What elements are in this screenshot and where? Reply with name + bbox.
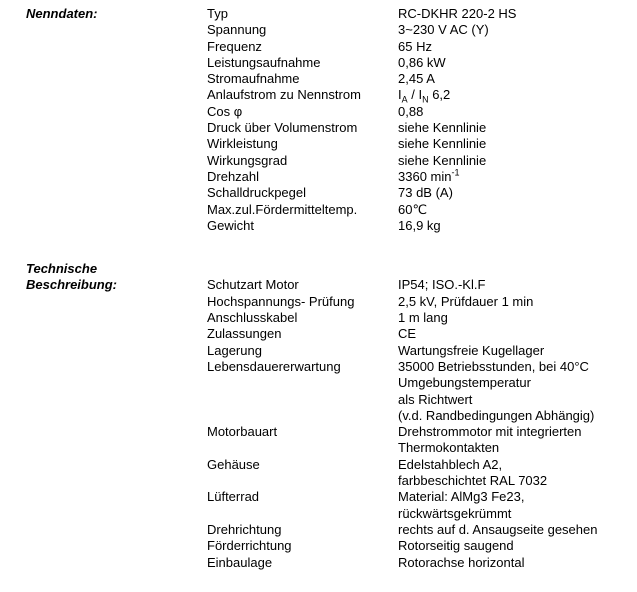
spec-value	[398, 153, 637, 169]
spec-value-line: Edelstahblech A2,	[398, 456, 503, 472]
spec-row	[207, 6, 637, 22]
value-text: 6,2	[428, 87, 451, 103]
spec-value	[398, 39, 637, 55]
spec-attr-label: Schutzart Motor	[207, 277, 299, 293]
spec-value-line: 2,5 kV, Prüfdauer 1 min	[398, 293, 534, 309]
spec-value-line: siehe Kennlinie	[398, 120, 487, 136]
spec-value-line: 2,45 A	[398, 71, 435, 87]
spec-attr-label: Lüfterrad	[207, 489, 260, 505]
spec-row	[207, 153, 637, 169]
spec-row	[207, 343, 637, 359]
spec-value-line: Wartungsfreie Kugellager	[398, 342, 545, 358]
spec-value-line: farbbeschichtet RAL 7032	[398, 473, 548, 489]
spec-value	[398, 310, 637, 326]
spec-attr-label: Gewicht	[207, 217, 254, 233]
spec-value	[398, 120, 637, 136]
superscript-text: -1	[451, 167, 460, 178]
spec-value	[398, 457, 637, 490]
spec-value-line: als Richtwert	[398, 391, 473, 407]
spec-value-line: Umgebungstemperatur	[398, 375, 531, 391]
spec-row	[207, 489, 637, 522]
spec-value	[398, 185, 637, 201]
spec-value-line: Thermokontakten	[398, 440, 500, 456]
spec-attr-label: Förderrichtung	[207, 538, 292, 554]
spec-attr-label: Wirkungsgrad	[207, 152, 288, 168]
spec-value-line: 3~230 V AC (Y)	[398, 22, 489, 38]
spec-value-line: Rotorseitig saugend	[398, 538, 514, 554]
spec-attr-label: Hochspannungs- Prüfung	[207, 293, 355, 309]
spec-value-line: siehe Kennlinie	[398, 136, 487, 152]
spec-attr-label: Drehzahl	[207, 168, 260, 184]
spec-value	[398, 55, 637, 71]
spec-row	[207, 294, 637, 310]
spec-value-line: 35000 Betriebsstunden, bei 40°C	[398, 358, 589, 374]
spec-value-line: rückwärtsgekrümmt	[398, 505, 512, 521]
spec-row	[207, 359, 637, 424]
spec-value-line: siehe Kennlinie	[398, 152, 487, 168]
spec-row	[207, 555, 637, 571]
spec-attr-label: Spannung	[207, 22, 267, 38]
value-text: I	[398, 87, 402, 103]
spec-value	[398, 136, 637, 152]
section-label-line: Nenndaten:	[26, 6, 98, 21]
spec-row	[207, 538, 637, 554]
spec-attr-label: Typ	[207, 6, 228, 21]
spec-row	[207, 310, 637, 326]
spec-attr-label: Anlaufstrom zu Nennstrom	[207, 87, 361, 103]
value-text: 3360 min	[398, 168, 452, 184]
spec-value-line: Material: AlMg3 Fe23,	[398, 489, 525, 505]
spec-value-line: CE	[398, 326, 417, 342]
spec-value	[398, 424, 637, 457]
spec-value-line: 1 m lang	[398, 310, 448, 326]
spec-value	[398, 277, 637, 293]
section-label-line: Beschreibung:	[26, 277, 118, 293]
spec-value	[398, 555, 637, 571]
spec-value-line: Drehstrommotor mit integrierten	[398, 424, 582, 440]
spec-value	[398, 294, 637, 310]
spec-attr-label: Druck über Volumenstrom	[207, 120, 358, 136]
spec-value-line: rechts auf d. Ansaugseite gesehen	[398, 521, 598, 537]
spec-attr-label: Anschlusskabel	[207, 310, 298, 326]
spec-value-line: Rotorachse horizontal	[398, 554, 525, 570]
section-label-technische-beschreibung	[26, 261, 207, 294]
spec-value	[398, 87, 637, 106]
spec-value	[398, 169, 637, 185]
subscript-text: N	[422, 95, 429, 106]
spec-value-line: RC-DKHR 220-2 HS	[398, 6, 517, 21]
spec-value	[398, 326, 637, 342]
spec-attr-label: Gehäuse	[207, 456, 260, 472]
spec-row	[207, 104, 637, 120]
spec-row	[207, 120, 637, 136]
spec-attr-label: Max.zul.Fördermitteltemp.	[207, 201, 358, 217]
spec-value	[398, 359, 637, 424]
spec-value	[398, 104, 637, 120]
spec-value-line: IP54; ISO.-Kl.F	[398, 277, 486, 293]
spec-row	[207, 87, 637, 106]
spec-row	[207, 457, 637, 490]
spec-value-line: 16,9 kg	[398, 217, 441, 233]
value-text: / I	[407, 87, 423, 103]
spec-value	[398, 218, 637, 234]
spec-row	[207, 522, 637, 538]
spec-attr-label: Cos φ	[207, 103, 243, 119]
spec-attr-label: Frequenz	[207, 38, 262, 54]
spec-row	[207, 55, 637, 71]
spec-value	[398, 6, 637, 22]
spec-row	[207, 136, 637, 152]
spec-row	[207, 22, 637, 38]
spec-row	[207, 169, 637, 185]
spec-value	[398, 22, 637, 38]
spec-value-line	[398, 87, 637, 106]
spec-row	[207, 326, 637, 342]
spec-value-line	[398, 169, 637, 185]
spec-value	[398, 202, 637, 218]
spec-row	[207, 424, 637, 457]
spec-attr-label: Einbaulage	[207, 554, 273, 570]
spec-attr-label: Leistungsaufnahme	[207, 54, 321, 70]
spec-value	[398, 71, 637, 87]
spec-value	[398, 343, 637, 359]
section-nenndaten	[26, 6, 637, 234]
spec-attr-label: Drehrichtung	[207, 521, 282, 537]
spec-table-technische-beschreibung	[207, 277, 637, 570]
spec-row	[207, 71, 637, 87]
subscript-text: A	[401, 95, 408, 106]
spec-row	[207, 185, 637, 201]
spec-row	[207, 277, 637, 293]
spec-value-line: 0,88	[398, 103, 424, 119]
spec-value	[398, 489, 637, 522]
spec-value-line: (v.d. Randbedingungen Abhängig)	[398, 407, 595, 423]
spec-value-line: 0,86 kW	[398, 54, 446, 70]
spec-value	[398, 522, 637, 538]
spec-attr-label: Wirkleistung	[207, 136, 278, 152]
spec-value	[398, 538, 637, 554]
spec-value-line: 60℃	[398, 201, 428, 217]
spec-table-nenndaten	[207, 6, 637, 234]
spec-row	[207, 202, 637, 218]
spec-value-line: 73 dB (A)	[398, 185, 453, 201]
spec-attr-label: Lagerung	[207, 342, 262, 358]
section-label-line: Technische	[26, 261, 98, 277]
spec-attr-label: Schalldruckpegel	[207, 185, 307, 201]
section-technische-beschreibung	[26, 261, 637, 571]
spec-attr-label: Stromaufnahme	[207, 71, 300, 87]
section-label-nenndaten	[26, 6, 207, 22]
spec-attr-label: Lebensdauererwartung	[207, 358, 341, 374]
spec-row	[207, 39, 637, 55]
spec-value-line: 65 Hz	[398, 38, 432, 54]
spec-attr-label: Motorbauart	[207, 424, 278, 440]
spec-row	[207, 218, 637, 234]
spec-attr-label: Zulassungen	[207, 326, 282, 342]
